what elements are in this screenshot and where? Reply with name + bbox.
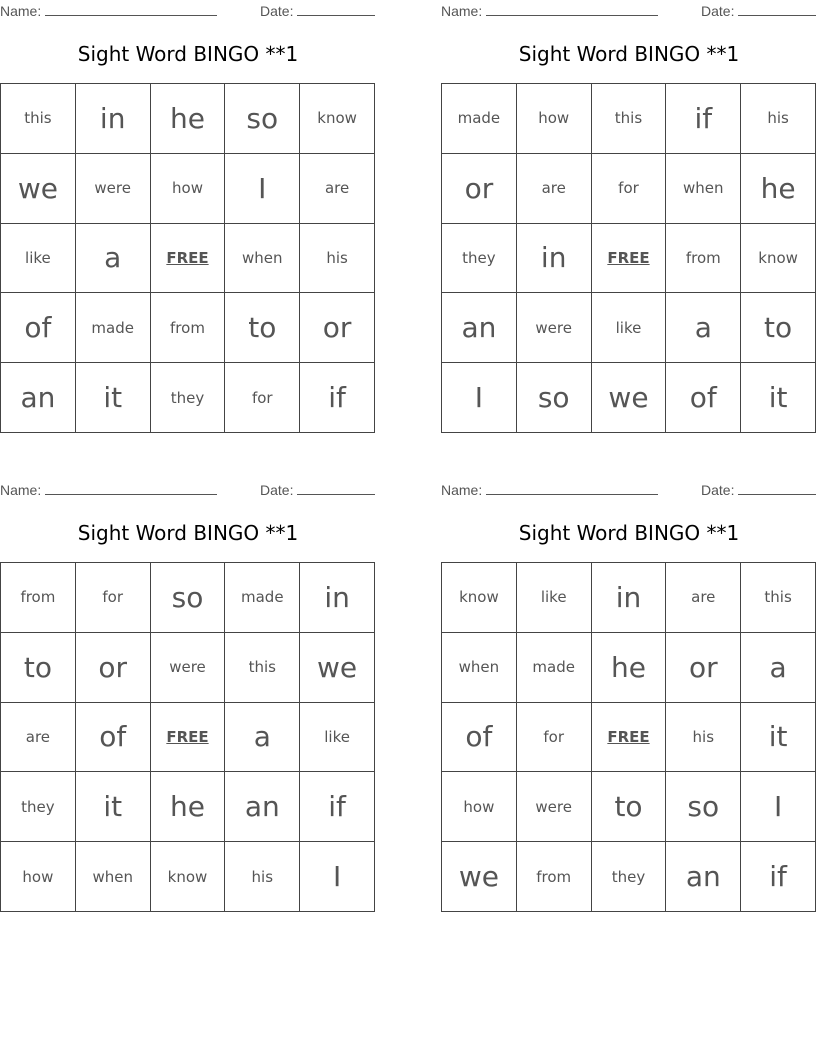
name-line: [45, 482, 217, 495]
bingo-cell: his: [666, 703, 741, 773]
date-line: [297, 482, 375, 495]
bingo-cell: he: [741, 154, 816, 224]
bingo-cell: how: [1, 842, 76, 912]
bingo-cell: in: [517, 224, 592, 294]
bingo-cell: I: [300, 842, 375, 912]
bingo-cell: know: [741, 224, 816, 294]
name-label: Name:: [441, 3, 483, 19]
bingo-cell: an: [225, 772, 300, 842]
bingo-cell: this: [741, 563, 816, 633]
date-field: [701, 481, 816, 499]
bingo-grid: [0, 562, 375, 912]
bingo-cell: in: [76, 84, 151, 154]
bingo-cell: we: [1, 154, 76, 224]
bingo-grid: [0, 83, 375, 433]
date-field: [701, 2, 816, 20]
bingo-cell: for: [592, 154, 667, 224]
bingo-cell: an: [666, 842, 741, 912]
bingo-cell: are: [517, 154, 592, 224]
bingo-cell: or: [300, 293, 375, 363]
bingo-cell: an: [442, 293, 517, 363]
bingo-cell: from: [517, 842, 592, 912]
bingo-cell: if: [741, 842, 816, 912]
bingo-cell: if: [666, 84, 741, 154]
bingo-cell: so: [666, 772, 741, 842]
bingo-cell: when: [666, 154, 741, 224]
bingo-cell: how: [151, 154, 226, 224]
bingo-cell: when: [225, 224, 300, 294]
name-field: [0, 2, 217, 20]
bingo-cell: know: [442, 563, 517, 633]
name-field: [441, 2, 658, 20]
bingo-cell: a: [741, 633, 816, 703]
bingo-cell: are: [1, 703, 76, 773]
bingo-cell: like: [300, 703, 375, 773]
bingo-cell: we: [592, 363, 667, 433]
bingo-cell: if: [300, 363, 375, 433]
bingo-cell: are: [300, 154, 375, 224]
bingo-cell: for: [225, 363, 300, 433]
date-field: [260, 481, 375, 499]
name-line: [486, 3, 658, 16]
bingo-grid: [441, 83, 816, 433]
bingo-cell: to: [592, 772, 667, 842]
bingo-cell: how: [442, 772, 517, 842]
bingo-cell: made: [442, 84, 517, 154]
bingo-cell: he: [592, 633, 667, 703]
bingo-cell: of: [76, 703, 151, 773]
bingo-cell: it: [741, 363, 816, 433]
bingo-cell: when: [76, 842, 151, 912]
date-label: Date:: [701, 3, 735, 19]
bingo-cell: they: [442, 224, 517, 294]
bingo-cell: an: [1, 363, 76, 433]
name-field: [0, 481, 217, 499]
bingo-cell: are: [666, 563, 741, 633]
bingo-cell: they: [151, 363, 226, 433]
bingo-cell: this: [225, 633, 300, 703]
bingo-cell: were: [517, 293, 592, 363]
free-space: FREE: [151, 703, 226, 773]
bingo-cell: a: [76, 224, 151, 294]
bingo-cell: like: [517, 563, 592, 633]
bingo-cell: it: [76, 363, 151, 433]
bingo-cell: from: [666, 224, 741, 294]
bingo-cell: of: [666, 363, 741, 433]
name-line: [45, 3, 217, 16]
bingo-grid: [441, 562, 816, 912]
free-space: FREE: [592, 703, 667, 773]
name-label: Name:: [441, 482, 483, 498]
bingo-cell: know: [300, 84, 375, 154]
bingo-cell: were: [151, 633, 226, 703]
bingo-cell: they: [1, 772, 76, 842]
bingo-cell: I: [442, 363, 517, 433]
bingo-cell: or: [442, 154, 517, 224]
bingo-cell: made: [225, 563, 300, 633]
date-label: Date:: [260, 3, 294, 19]
bingo-cell: they: [592, 842, 667, 912]
date-line: [297, 3, 375, 16]
bingo-cell: were: [517, 772, 592, 842]
card-title: Sight Word BINGO **1: [77, 521, 299, 545]
bingo-cell: for: [76, 563, 151, 633]
bingo-cell: I: [225, 154, 300, 224]
bingo-cell: we: [300, 633, 375, 703]
bingo-cell: so: [517, 363, 592, 433]
bingo-cell: I: [741, 772, 816, 842]
bingo-card: [441, 479, 816, 919]
card-title: Sight Word BINGO **1: [518, 521, 740, 545]
bingo-card: [0, 479, 376, 919]
bingo-cell: so: [151, 563, 226, 633]
bingo-cell: to: [741, 293, 816, 363]
bingo-cell: made: [517, 633, 592, 703]
free-space: FREE: [151, 224, 226, 294]
bingo-cell: for: [517, 703, 592, 773]
card-title: Sight Word BINGO **1: [77, 42, 299, 66]
bingo-cell: when: [442, 633, 517, 703]
bingo-cell: like: [1, 224, 76, 294]
bingo-cell: or: [76, 633, 151, 703]
bingo-cell: his: [225, 842, 300, 912]
bingo-cell: it: [76, 772, 151, 842]
bingo-cell: to: [225, 293, 300, 363]
bingo-cell: or: [666, 633, 741, 703]
card-title: Sight Word BINGO **1: [518, 42, 740, 66]
bingo-cell: from: [151, 293, 226, 363]
name-line: [486, 482, 658, 495]
bingo-cell: like: [592, 293, 667, 363]
free-space: FREE: [592, 224, 667, 294]
bingo-cell: this: [1, 84, 76, 154]
bingo-cell: how: [517, 84, 592, 154]
bingo-cell: we: [442, 842, 517, 912]
bingo-cell: a: [225, 703, 300, 773]
bingo-cell: made: [76, 293, 151, 363]
bingo-card: [441, 0, 816, 440]
bingo-cell: in: [300, 563, 375, 633]
date-label: Date:: [701, 482, 735, 498]
bingo-cell: to: [1, 633, 76, 703]
bingo-card: [0, 0, 376, 440]
bingo-cell: he: [151, 84, 226, 154]
bingo-cell: in: [592, 563, 667, 633]
bingo-cell: were: [76, 154, 151, 224]
date-line: [738, 3, 816, 16]
bingo-cell: so: [225, 84, 300, 154]
bingo-cell: his: [300, 224, 375, 294]
name-field: [441, 481, 658, 499]
bingo-cell: it: [741, 703, 816, 773]
bingo-cell: if: [300, 772, 375, 842]
name-label: Name:: [0, 482, 42, 498]
date-line: [738, 482, 816, 495]
name-label: Name:: [0, 3, 42, 19]
bingo-cell: from: [1, 563, 76, 633]
bingo-cell: his: [741, 84, 816, 154]
bingo-cell: this: [592, 84, 667, 154]
date-label: Date:: [260, 482, 294, 498]
bingo-cell: know: [151, 842, 226, 912]
date-field: [260, 2, 375, 20]
bingo-cell: of: [442, 703, 517, 773]
bingo-cell: of: [1, 293, 76, 363]
bingo-cell: a: [666, 293, 741, 363]
bingo-cell: he: [151, 772, 226, 842]
